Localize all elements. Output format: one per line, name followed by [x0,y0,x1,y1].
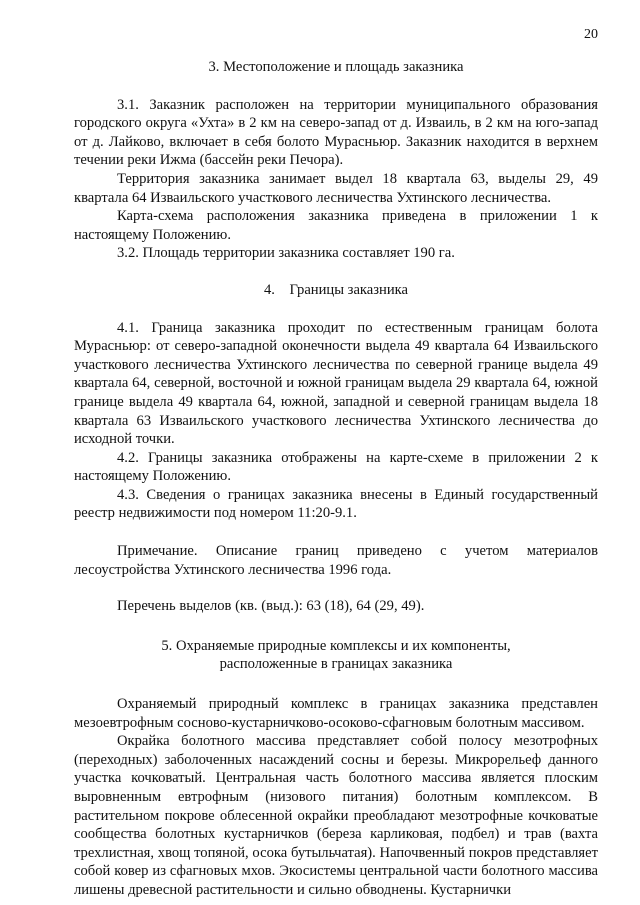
paragraph-4-2: 4.2. Границы заказника отображены на карте-схеме в приложении 2 к настоящему Положению. [74,449,598,485]
page-number: 20 [584,27,598,42]
section-5-heading-line2: расположенные в границах заказника [219,656,453,673]
note-paragraph: Примечание. Описание границ приведено с учетом материалов лесоустройства Ухтинского лесничества 1996 года. [74,543,598,578]
section-3-heading: 3. Местоположение и площадь заказника [208,59,464,75]
paragraph-5-description: Окрайка болотного массива представляет собой полосу мезотрофных (переходных) заболоченных насаждений сосны и березы. Микрорельеф данного участка кочковатый. Центральная часть болотного массива является плоским выровненным евтрофным (низового питания) болотным комплексом. В растительном покрове облесенной окрайки преобладают мезотрофные кочковатые сообщества болотных кустарничков (береза карликовая, подбел) и трав (вахта трехлистная, хвощ топяной, осока бутыльчатая). Напочвенный покров представляет собой ковер из сфагновых мхов. Экосистемы центральной части болотного массива лишены древесной растительности и сильно обводнены. Кустарнички [74,733,598,898]
paragraph-3-map: Карта-схема расположения заказника приведена в приложении 1 к настоящему Положению. [74,208,598,243]
allotment-list: Перечень выделов (кв. (выд.): 63 (18), 64 (29, 49). [117,598,425,615]
section-5-heading-line1: 5. Охраняемые природные комплексы и их компоненты, [161,637,511,654]
document-body [74,58,598,900]
paragraph-5-intro: Охраняемый природный комплекс в границах заказника представлен мезоевтрофным сосново-кустарничково-осоково-сфагновым болотным массивом. [74,696,598,731]
paragraph-3-territory: Территория заказника занимает выдел 18 квартала 63, выделы 29, 49 квартала 64 Изваильского участкового лесничества Ухтинского лесничества. [74,170,598,206]
paragraph-4-3: 4.3. Сведения о границах заказника внесены в Единый государственный реестр недвижимости под номером 11:20-9.1. [74,486,598,522]
paragraph-3-2: 3.2. Площадь территории заказника составляет 190 га. [117,245,455,262]
paragraph-3-1: 3.1. Заказник расположен на территории муниципального образования городского округа «Ухта» в 2 км на северо-запад от д. Изваиль, в 2 км на юго-запад от д. Лайково, включает в себя болото Мурасньюр. Заказник находится в верхнем течении реки Ижма (бассейн реки Печора). [74,96,598,169]
section-4-heading: 4. Границы заказника [263,281,409,298]
paragraph-4-1: 4.1. Граница заказника проходит по естественным границам болота Мурасньюр: от северо-западной оконечности выдела 49 квартала 64 Изваильского участкового лесничества Ухтинского лесничества по северной границе выдела 49 квартала 64, северной, восточной и южной границам выдела 29 квартала 64, южной границе выдела 49 квартала 64, южной, западной и северной границам выдела 18 квартала 63 Изваильского участкового лесничества Ухтинского лесничества до исходной точки. [74,319,598,448]
